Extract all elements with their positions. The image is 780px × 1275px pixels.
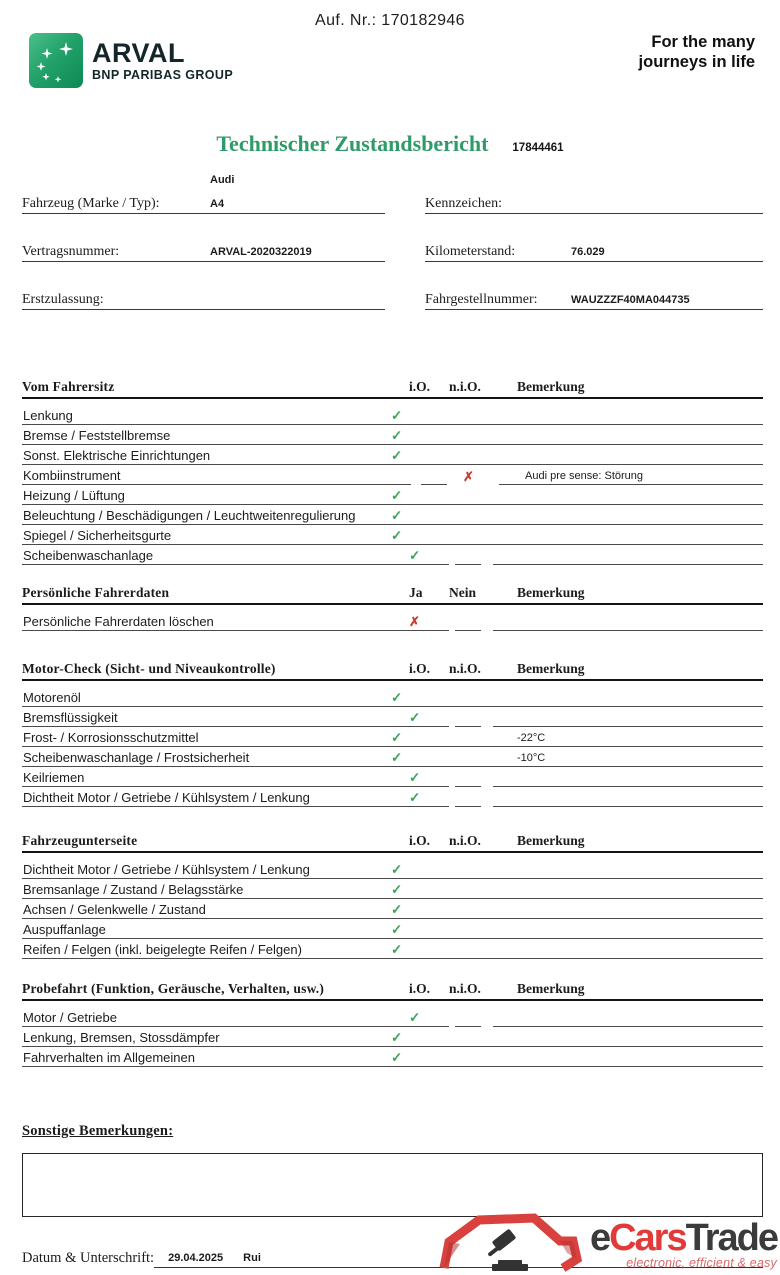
table-row [22,747,763,767]
column-header-not-ok: n.i.O. [449,981,481,996]
remark-cell [487,1064,763,1067]
cross-cell [431,544,487,545]
cross-cell [455,726,481,727]
cross-icon: ✗ [463,469,474,484]
report-body [22,168,763,1268]
signature-date: 29.04.2025 [168,1252,224,1264]
logo-part-trade: Trade [685,1217,777,1259]
table-row [22,879,763,899]
check-icon: ✓ [384,862,431,879]
column-header-not-ok: n.i.O. [449,833,481,848]
remark-cell [487,462,763,465]
cross-cell [455,630,481,631]
check-icon: ✓ [384,488,431,505]
check-icon: ✓ [384,1030,431,1047]
column-header-not-ok: n.i.O. [449,661,481,676]
item-label: Reifen / Felgen (inkl. beigelegte Reifen / Felgen) [22,942,384,959]
remark-cell [487,422,763,425]
check-icon: ✓ [384,528,431,545]
arval-logo [29,33,233,88]
cross-cell [455,806,481,807]
check-icon: ✓ [384,902,431,919]
table-row [22,939,763,959]
ecarstrade-wordmark [589,1217,777,1274]
item-label: Spiegel / Sicherheitsgurte [22,528,384,545]
column-header-remark: Bemerkung [517,379,585,394]
table-row [22,1027,763,1047]
first-reg-label: Erstzulassung: [22,292,104,307]
remark-cell [487,442,763,445]
report-id: 17844461 [512,142,564,154]
bnp-paribas-birds-icon [29,33,83,88]
section-persoenliche-fahrerdaten [22,585,763,631]
table-row [22,919,763,939]
check-icon: ✓ [384,750,431,767]
section-header [22,585,763,605]
section-title: Fahrzeugunterseite [22,833,138,848]
remark-cell [493,628,763,631]
contract-value: ARVAL-2020322019 [210,246,312,258]
field-odometer [425,240,763,262]
cross-cell [455,786,481,787]
field-contract [22,240,385,262]
field-first-registration [22,288,385,310]
section-motor-check [22,661,763,807]
cross-cell [431,706,487,707]
section-items [22,611,763,631]
column-header-remark: Bemerkung [517,833,585,848]
ecarstrade-logo [436,1208,777,1274]
item-label: Motor / Getriebe [22,1010,402,1027]
section-header [22,379,763,399]
check-icon: ✓ [402,790,449,807]
item-label: Scheibenwaschanlage / Frostsicherheit [22,750,384,767]
vehicle-info-row-3 [22,288,763,310]
item-label: Keilriemen [22,770,402,787]
brand-subtitle: BNP PARIBAS GROUP [92,68,234,82]
table-row [22,465,763,485]
remark-cell: -22°C [487,732,763,747]
table-row [22,1007,763,1027]
item-label: Bremse / Feststellbremse [22,428,384,445]
item-label: Scheibenwaschanlage [22,548,402,565]
table-row [22,1047,763,1067]
item-label: Motorenöl [22,690,384,707]
item-label: Heizung / Lüftung [22,488,384,505]
vin-value: WAUZZZF40MA044735 [571,294,690,306]
make-value-model: A4 [210,198,225,210]
cross-cell [431,1046,487,1047]
logo-tagline: electronic, efficient & easy [626,1256,777,1270]
vehicle-info-row-1 [22,168,763,214]
section-probefahrt [22,981,763,1067]
signature-name: Rui [243,1252,261,1264]
column-header-yes: Ja [409,585,423,600]
table-row [22,505,763,525]
make-label: Fahrzeug (Marke / Typ): [22,196,160,211]
remark-cell [487,896,763,899]
signature-label: Datum & Unterschrift: [22,1250,155,1266]
item-label: Bremsanlage / Zustand / Belagsstärke [22,882,384,899]
table-row [22,859,763,879]
cross-icon: ✗ [402,614,449,631]
table-row [22,787,763,807]
cross-cell [431,878,487,879]
birds-glyph [33,38,79,84]
table-row [22,727,763,747]
column-header-no: Nein [449,585,476,600]
section-items [22,687,763,807]
remark-cell: Audi pre sense: Störung [499,470,763,485]
remark-cell [493,724,763,727]
brand-name: ARVAL [92,38,186,68]
table-row [22,899,763,919]
cross-cell [455,1026,481,1027]
remark-cell [487,542,763,545]
logo-part-e: e [589,1217,610,1259]
car-gavel-icon [436,1208,586,1274]
remark-cell [487,936,763,939]
item-label: Dichtheit Motor / Getriebe / Kühlsystem / Lenkung [22,862,384,879]
other-remarks-title: Sonstige Bemerkungen: [22,1123,174,1139]
make-value-brand: Audi [210,174,235,186]
section-items [22,859,763,959]
item-label: Fahrverhalten im Allgemeinen [22,1050,384,1067]
table-row [22,707,763,727]
table-row [22,525,763,545]
cross-cell [431,938,487,939]
item-label: Dichtheit Motor / Getriebe / Kühlsystem / Lenkung [22,790,402,807]
item-label: Lenkung, Bremsen, Stossdämpfer [22,1030,384,1047]
cross-cell [431,464,487,465]
section-items [22,1007,763,1067]
table-row [22,405,763,425]
brand-slogan [639,33,755,72]
remark-cell [487,916,763,919]
cross-cell [431,524,487,525]
item-label: Frost- / Korrosionsschutzmittel [22,730,384,747]
field-plate [425,168,763,214]
item-label: Lenkung [22,408,384,425]
cross-cell [431,766,487,767]
arval-wordmark [92,33,233,82]
remark-cell [493,562,763,565]
remark-cell [493,1024,763,1027]
section-items [22,405,763,565]
odometer-label: Kilometerstand: [425,244,516,259]
item-label: Persönliche Fahrerdaten löschen [22,614,402,631]
remark-cell [487,876,763,879]
check-icon: ✓ [384,448,431,465]
ecarstrade-word [589,1217,777,1259]
table-row [22,485,763,505]
remark-cell [487,1044,763,1047]
item-label: Kombiinstrument [22,468,411,485]
section-title: Probefahrt (Funktion, Geräusche, Verhalten, usw.) [22,981,325,996]
item-label: Achsen / Gelenkwelle / Zustand [22,902,384,919]
table-row [22,611,763,631]
item-label: Auspuffanlage [22,922,384,939]
remark-cell: -10°C [487,752,763,767]
check-icon: ✓ [402,1010,449,1027]
table-row [22,767,763,787]
check-icon: ✓ [384,942,431,959]
slogan-line-1: For the many [651,33,755,51]
section-fahrzeugunterseite [22,833,763,959]
table-row [22,445,763,465]
item-label: Bremsflüssigkeit [22,710,402,727]
check-icon: ✓ [402,770,449,787]
section-header [22,661,763,681]
section-title: Motor-Check (Sicht- und Niveaukontrolle) [22,661,276,676]
cross-cell [431,746,487,747]
section-vom-fahrersitz [22,379,763,565]
column-header-ok: i.O. [409,833,431,848]
cross-cell [431,918,487,919]
document-title-row [0,131,780,157]
section-title: Persönliche Fahrerdaten [22,585,170,600]
check-icon: ✓ [402,710,449,727]
column-header-ok: i.O. [409,379,431,394]
section-header [22,833,763,853]
column-header-remark: Bemerkung [517,981,585,996]
cross-cell [431,1066,487,1067]
cross-cell [431,424,487,425]
section-title: Vom Fahrersitz [22,379,115,394]
table-row [22,687,763,707]
check-icon: ✓ [402,548,449,565]
remark-cell [487,956,763,959]
check-icon: ✓ [384,508,431,525]
vehicle-info-row-2 [22,240,763,262]
odometer-value: 76.029 [571,246,605,258]
column-header-remark: Bemerkung [517,661,585,676]
item-label: Sonst. Elektrische Einrichtungen [22,448,384,465]
column-header-ok: i.O. [409,661,431,676]
contract-label: Vertragsnummer: [22,244,120,259]
check-icon: ✓ [384,690,431,707]
table-row [22,545,763,565]
remark-cell [487,522,763,525]
check-icon: ✓ [384,882,431,899]
table-row [22,425,763,445]
slogan-line-2: journeys in life [638,52,755,71]
check-icon: ✓ [384,428,431,445]
vin-label: Fahrgestellnummer: [425,292,538,307]
page-title: Technischer Zustandsbericht [216,131,489,156]
check-cell [421,484,447,485]
cross-cell [455,564,481,565]
column-header-ok: i.O. [409,981,431,996]
item-label: Beleuchtung / Beschädigungen / Leuchtweitenregulierung [22,508,384,525]
field-make [22,168,385,214]
cross-cell [431,898,487,899]
check-icon: ✓ [384,730,431,747]
check-icon: ✓ [384,922,431,939]
cross-cell [431,444,487,445]
section-header [22,981,763,1001]
order-number: Auf. Nr.: 170182946 [315,12,465,29]
column-header-not-ok: n.i.O. [449,379,481,394]
plate-label: Kennzeichen: [425,196,502,211]
column-header-remark: Bemerkung [517,585,585,600]
remark-cell [487,704,763,707]
field-vin [425,288,763,310]
logo-part-cars: Cars [609,1217,686,1259]
remark-cell [493,784,763,787]
remark-cell [487,502,763,505]
cross-cell [431,504,487,505]
cross-cell [431,958,487,959]
remark-cell [493,804,763,807]
check-icon: ✓ [384,408,431,425]
check-icon: ✓ [384,1050,431,1067]
